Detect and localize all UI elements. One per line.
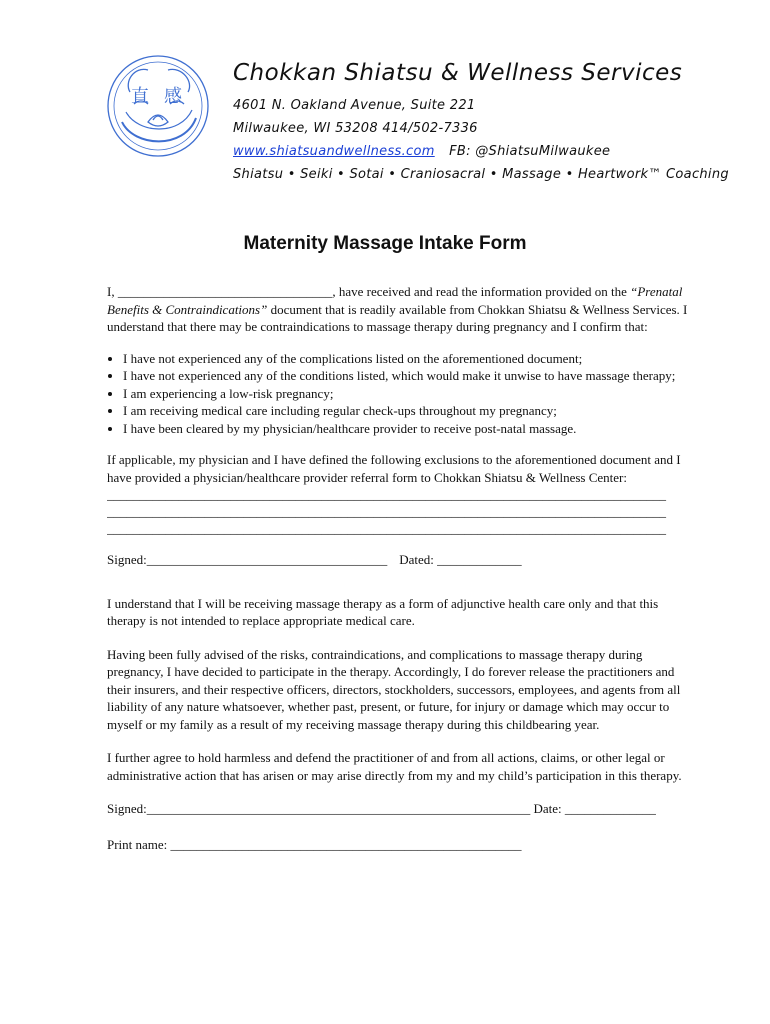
adjunctive-paragraph: I understand that I will be receiving massage therapy as a form of adjunctive health care only and that this therapy is not intended to replace appropriate medical care.	[107, 595, 659, 628]
form-body	[107, 283, 697, 853]
print-name-field[interactable]: Print name: ______________________________________________________	[107, 836, 522, 852]
list-item: • I have been cleared by my physician/healthcare provider to receive post-natal massage.	[123, 420, 697, 438]
list-item: • I have not experienced any of the conditions listed, which would make it unwise to have massage therapy;	[123, 367, 697, 385]
exclusion-line[interactable]: ______________________________________________________________________________________	[107, 504, 666, 519]
signature-row-1	[107, 551, 697, 569]
signed-field[interactable]: Signed:_____________________________________	[107, 552, 388, 567]
release-paragraph: Having been fully advised of the risks, contraindications, and complications to massage therapy during pregnancy, I have decided to participate in the therapy. Accordingly, I do forever release the practitioners and their insurers, and their respective officers, directors, stockholders, successors, employees, and agents from all liability of any nature whatsoever, whether past, present, or future, for injury or damage which may occur to myself or my family as a result of my receiving massage therapy during this childbearing year.	[107, 646, 681, 732]
signature-row-2	[107, 800, 697, 818]
confirmation-list	[107, 350, 697, 438]
facebook-handle: FB: @ShiatsuMilwaukee	[449, 144, 611, 159]
svg-text:直: 直	[131, 86, 149, 107]
address-line-2: Milwaukee, WI 53208 414/502-7336	[233, 121, 478, 136]
services-list: Shiatsu • Seiki • Sotai • Craniosacral • Massage • Heartwork™ Coaching	[233, 167, 729, 182]
exclusion-line[interactable]: ______________________________________________________________________________________	[107, 521, 666, 536]
list-item: • I have not experienced any of the complications listed on the aforementioned document;	[123, 350, 697, 368]
intro-document-title: “Prenatal Benefits & Contraindications”	[107, 284, 683, 317]
letterhead	[233, 58, 729, 186]
svg-text:感: 感	[164, 86, 182, 107]
signed-field[interactable]: Signed:___________________________________________________________	[107, 801, 531, 816]
list-item: • I am experiencing a low-risk pregnancy;	[123, 385, 697, 403]
date-field[interactable]: Date: ______________	[533, 801, 656, 816]
chokkan-logo	[104, 52, 212, 160]
business-name: Chokkan Shiatsu & Wellness Services	[233, 60, 683, 86]
website-link[interactable]: www.shiatsuandwellness.com	[233, 144, 435, 159]
harmless-paragraph: I further agree to hold harmless and defend the practitioner of and from all actions, claims, or other legal or administrative action that has arisen or may arise directly from my and my child’s participation in this therapy.	[107, 750, 682, 783]
exclusions-paragraph: If applicable, my physician and I have defined the following exclusions to the aforementioned document and I have provided a physician/healthcare provider referral form to Chokkan Shiatsu & Wellness Center:	[107, 452, 681, 485]
list-item: • I am receiving medical care including regular check-ups throughout my pregnancy;	[123, 402, 697, 420]
exclusion-line[interactable]: ______________________________________________________________________________________	[107, 487, 666, 502]
intro-rest: document that is readily available from Chokkan Shiatsu & Wellness Services. I understand that there may be contraindications to massage therapy during pregnancy and I confirm that:	[107, 301, 688, 334]
dated-field[interactable]: Dated: _____________	[399, 552, 522, 567]
intro-paragraph	[107, 283, 697, 336]
address-line-1: 4601 N. Oakland Avenue, Suite 221	[233, 98, 476, 113]
intro-prefix: I, _________________________________, have received and read the information provided on the	[107, 284, 627, 299]
exclusion-lines	[107, 486, 697, 537]
form-title: Maternity Massage Intake Form	[243, 233, 527, 254]
